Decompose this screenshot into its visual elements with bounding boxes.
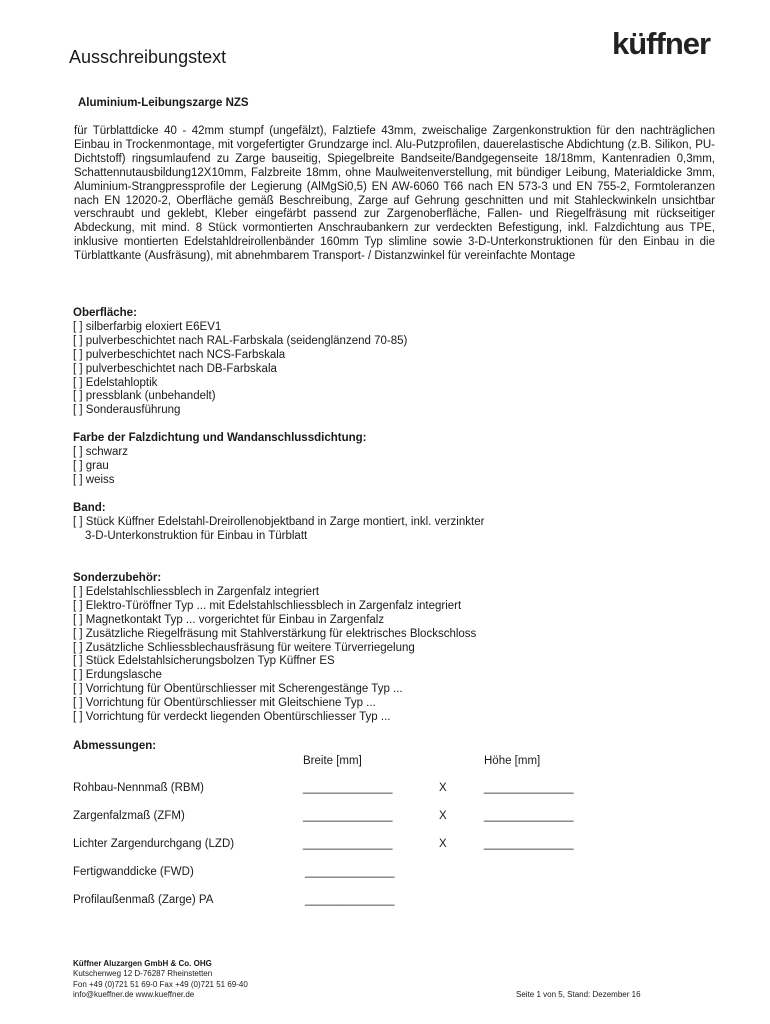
kueffner-logo: küffner [612, 26, 711, 61]
accessory-option: [ ] Stück Edelstahlsicherungsbolzen Typ Küffner ES [73, 655, 335, 668]
width-blank: ______________ [305, 894, 395, 906]
footer-company: Küffner Aluzargen GmbH & Co. OHG [73, 959, 212, 968]
surface-option: [ ] silberfarbig eloxiert E6EV1 [73, 320, 222, 333]
surface-option: [ ] pulverbeschichtet nach RAL-Farbskala (seidenglänzend 70-85) [73, 334, 408, 347]
accessories-section [73, 572, 476, 725]
surface-heading: Oberfläche: [73, 307, 137, 319]
page-info: Seite 1 von 5, Stand: Dezember 16 [516, 990, 641, 999]
dimension-label: Lichter Zargendurchgang (LZD) [73, 838, 235, 850]
accessory-option: [ ] Zusätzliche Schliessblechausfräsung für weitere Türverriegelung [73, 641, 415, 654]
band-option: [ ] Stück Küffner Edelstahl-Dreirollenobjektband in Zarge montiert, inkl. verzinkter [73, 515, 485, 528]
seal-color-option: [ ] schwarz [73, 445, 128, 458]
footer-web: info@kueffner.de www.kueffner.de [73, 990, 195, 1000]
times-sign: X [439, 838, 447, 850]
seal-color-option: [ ] weiss [73, 473, 115, 486]
dimension-label: Zargenfalzmaß (ZFM) [73, 810, 185, 822]
width-blank: ______________ [303, 782, 393, 794]
dimensions-height-header: Höhe [mm] [484, 755, 541, 767]
dimension-row-rbm [73, 782, 633, 798]
footer-address-block [73, 959, 248, 1001]
product-title: Aluminium-Leibungszarge NZS [78, 97, 249, 109]
height-blank: ______________ [484, 838, 574, 850]
accessory-option: [ ] Edelstahlschliessblech in Zargenfalz integriert [73, 585, 320, 598]
surface-option: [ ] Sonderausführung [73, 404, 181, 417]
accessory-option: [ ] Vorrichtung für Obentürschliesser mit Gleitschiene Typ ... [73, 697, 376, 710]
document-title: Ausschreibungstext [69, 47, 227, 67]
dimension-row-lzd [73, 838, 633, 854]
times-sign: X [439, 810, 447, 822]
dimension-row-zfm [73, 810, 633, 826]
product-description: für Türblattdicke 40 - 42mm stumpf (ungefälzt), Falztiefe 43mm, zweischalige Zargenkonstruktion für den nachträglichen Einbau in Trockenmontage, mit vorgefertigter Grundzarge incl. Alu-Putzprofilen, dauerelastische Abdichtung (z.B. Silikon, PU-Dichtstoff) ringsumlaufend zu Zarge bauseitig, Spiegelbreite Bandseite/Bandgegenseite 18/18mm, Kantenradien 0,3mm, Schattennutausbildung12X10mm, Falzbreite 18mm, ohne Maulweitenverstellung, mit bündiger Leibung, Materialdicke 3mm, Aluminium-Strangpressprofile der Legierung (AlMgSi0,5) EN AW-6060 T66 nach EN 573-3 und EN 755-2, Formtoleranzen nach EN 12020-2, Oberfläche gemäß Beschreibung, Zarge auf Gehrung geschnitten und mit Stahleckwinkeln unsichtbar verschraubt und geklebt, Kleber eingefärbt passend zur Zargenoberfläche, Fallen- und Riegelfräsung mit rückseitiger Abdeckung, mit mind. 8 Stück vormontierten Anschraubankern zur verdeckten Befestigung, inkl. Falzdichtung aus TPE, inklusive montierten Edelstahldreirollenbänder 160mm Typ slimline sowie 3-D-Unterkonstruktionen für den Einbau in die Türblattkante (Ausfräsung), mit abnehmbarem Transport- / Distanzwinkel für vereinfachte Montage [74, 125, 715, 263]
band-heading: Band: [73, 502, 106, 514]
dimension-label: Fertigwanddicke (FWD) [73, 866, 194, 878]
surface-option: [ ] Edelstahloptik [73, 376, 158, 389]
band-option-continued: 3-D-Unterkonstruktion für Einbau in Türblatt [85, 529, 308, 542]
height-blank: ______________ [484, 810, 574, 822]
accessories-heading: Sonderzubehör: [73, 572, 162, 584]
width-blank: ______________ [305, 866, 395, 878]
accessory-option: [ ] Magnetkontakt Typ ... vorgerichtet für Einbau in Zargenfalz [73, 613, 385, 626]
accessory-option: [ ] Zusätzliche Riegelfräsung mit Stahlverstärkung für elektrisches Blockschloss [73, 627, 477, 640]
accessory-option: [ ] Vorrichtung für Obentürschliesser mit Scherengestänge Typ ... [73, 683, 403, 696]
surface-option: [ ] pulverbeschichtet nach DB-Farbskala [73, 362, 277, 375]
seal-color-section [73, 432, 366, 488]
seal-color-option: [ ] grau [73, 459, 109, 472]
footer-phone: Fon +49 (0)721 51 69-0 Fax +49 (0)721 51 69-40 [73, 979, 248, 989]
band-section [73, 502, 484, 544]
dimensions-heading: Abmessungen: [73, 740, 157, 752]
dimensions-width-header: Breite [mm] [303, 755, 362, 767]
surface-option: [ ] pressblank (unbehandelt) [73, 390, 216, 403]
footer-address: Kutschenweg 12 D-76287 Rheinstetten [73, 969, 213, 979]
dimension-row-pa [73, 894, 633, 910]
surface-section [73, 307, 407, 418]
dimension-label: Profilaußenmaß (Zarge) PA [73, 894, 214, 906]
dimension-label: Rohbau-Nennmaß (RBM) [73, 782, 205, 794]
height-blank: ______________ [484, 782, 574, 794]
width-blank: ______________ [303, 838, 393, 850]
dimension-row-fwd [73, 866, 633, 882]
width-blank: ______________ [303, 810, 393, 822]
accessory-option: [ ] Vorrichtung für verdeckt liegenden Obentürschliesser Typ ... [73, 711, 391, 724]
accessory-option: [ ] Elektro-Türöffner Typ ... mit Edelstahlschliessblech in Zargenfalz integriert [73, 599, 462, 612]
times-sign: X [439, 782, 447, 794]
surface-option: [ ] pulverbeschichtet nach NCS-Farbskala [73, 348, 286, 361]
seal-color-heading: Farbe der Falzdichtung und Wandanschlussdichtung: [73, 432, 367, 444]
accessory-option: [ ] Erdungslasche [73, 669, 162, 682]
